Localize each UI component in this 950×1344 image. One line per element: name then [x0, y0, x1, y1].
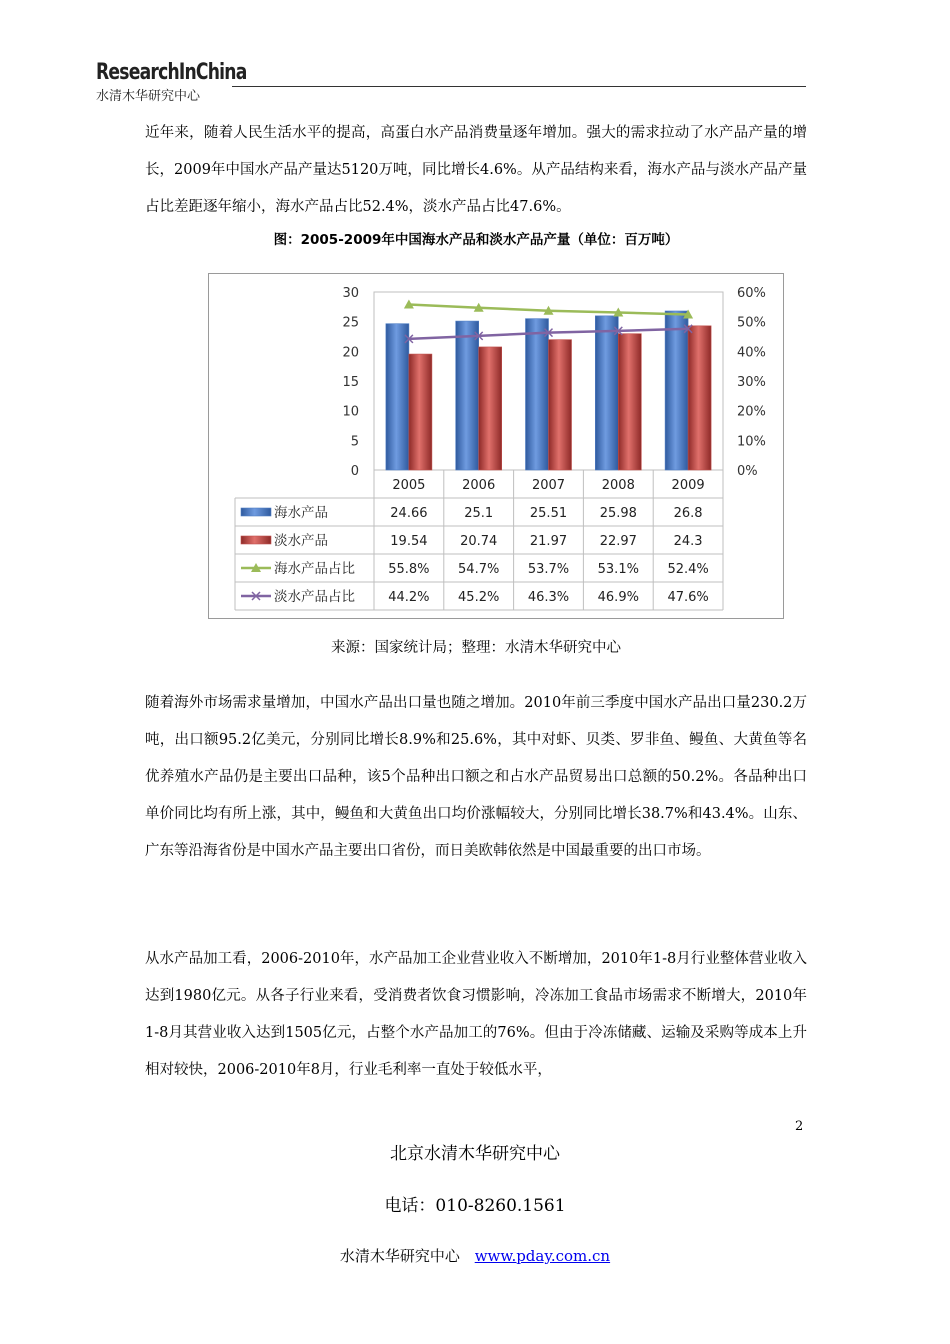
- bar-freshwater: [479, 347, 502, 470]
- bar-marine: [595, 316, 618, 470]
- y2-tick-label: 60%: [737, 286, 766, 301]
- y2-tick-label: 20%: [737, 404, 766, 420]
- data-label: 19.54: [390, 534, 428, 549]
- footer-site: [0, 1245, 950, 1266]
- footer-site-name: 水清木华研究中心: [339, 1247, 460, 1265]
- data-label: 26.8: [673, 506, 703, 521]
- legend-key: [241, 536, 271, 544]
- data-label: 45.2%: [458, 590, 500, 605]
- data-label: 24.66: [390, 506, 428, 521]
- y-tick-label: 10: [342, 404, 359, 420]
- page-number: 2: [795, 1119, 804, 1134]
- series-name: 海水产品: [274, 505, 328, 521]
- bar-freshwater: [409, 354, 432, 470]
- paragraph-1: 近年来，随着人民生活水平的提高，高蛋白水产品消费量逐年增加。强大的需求拉动了水产品产量的增长，2009年中国水产品产量达5120万吨，同比增长4.6%。从产品结构来看，海水产品与淡水产品产量占比差距逐年缩小，海水产品占比52.4%，淡水产品占比47.6%。: [145, 125, 807, 215]
- logo-chinese: 水清木华研究中心: [96, 89, 201, 104]
- category-label: 2006: [462, 478, 496, 493]
- y-tick-label: 30: [342, 286, 359, 301]
- data-label: 25.51: [529, 506, 568, 521]
- data-label: 20.74: [460, 534, 498, 549]
- y2-tick-label: 10%: [737, 434, 766, 450]
- y-tick-label: 0: [350, 464, 359, 479]
- series-name: 淡水产品占比: [274, 589, 355, 605]
- data-label: 25.1: [464, 506, 494, 521]
- production-chart: [209, 274, 783, 618]
- data-label: 47.6%: [667, 590, 709, 605]
- series-name: 海水产品占比: [274, 561, 355, 577]
- y-tick-label: 20: [342, 345, 359, 361]
- chart-caption: 图：2005-2009年中国海水产品和淡水产品产量（单位：百万吨）: [273, 232, 679, 248]
- header-rule: [232, 86, 806, 87]
- footer-org: 北京水清木华研究中心: [390, 1144, 560, 1164]
- bar-freshwater: [688, 326, 711, 470]
- series-name: 淡水产品: [274, 533, 328, 549]
- bar-marine: [665, 311, 688, 470]
- category-label: 2005: [392, 478, 426, 493]
- legend-key: [241, 508, 271, 516]
- bar-freshwater: [618, 334, 641, 470]
- bar-marine: [526, 319, 549, 470]
- paragraph-3: 从水产品加工看，2006-2010年，水产品加工企业营业收入不断增加，2010年1-8月行业整体营业收入达到1980亿元。从各子行业来看，受消费者饮食习惯影响，冷冻加工食品市场需求不断增大，2010年1-8月其营业收入达到1505亿元，占整个水产品加工的76%。但由于冷冻储藏、运输及采购等成本上升相对较快，2006-2010年8月，行业毛利率一直处于较低水平，: [145, 951, 807, 1078]
- data-label: 53.7%: [527, 562, 570, 577]
- data-label: 21.97: [529, 534, 568, 549]
- bar-freshwater: [549, 340, 572, 470]
- y2-tick-label: 0%: [737, 464, 758, 479]
- data-label: 52.4%: [667, 562, 709, 577]
- data-label: 46.3%: [527, 590, 570, 605]
- y-tick-label: 5: [350, 434, 359, 450]
- data-label: 25.98: [599, 506, 637, 521]
- logo: [96, 60, 289, 104]
- bar-marine: [456, 321, 479, 470]
- y2-tick-label: 50%: [737, 315, 766, 331]
- category-label: 2009: [671, 478, 705, 493]
- y-tick-label: 15: [342, 375, 359, 390]
- bar-marine: [386, 324, 409, 470]
- category-label: 2007: [531, 478, 566, 493]
- chart-source: 来源：国家统计局；整理：水清木华研究中心: [331, 640, 621, 656]
- data-label: 44.2%: [388, 590, 430, 605]
- logo-english: ResearchInChina: [96, 60, 247, 85]
- data-label: 24.3: [673, 534, 703, 549]
- paragraph-2: 随着海外市场需求量增加，中国水产品出口量也随之增加。2010年前三季度中国水产品出口量230.2万吨，出口额95.2亿美元，分别同比增长8.9%和25.6%，其中对虾、贝类、罗非鱼、鳗鱼、大黄鱼等名优养殖水产品仍是主要出口品种，该5个品种出口额之和占水产品贸易出口总额的50.2%。各品种出口单价同比均有所上涨，其中，鳗鱼和大黄鱼出口均价涨幅较大，分别同比增长38.7%和43.4%。山东、广东等沿海省份是中国水产品主要出口省份，而日美欧韩依然是中国最重要的出口市场。: [145, 695, 807, 859]
- data-label: 22.97: [599, 534, 637, 549]
- category-label: 2008: [601, 478, 635, 493]
- y2-tick-label: 30%: [737, 375, 766, 390]
- data-label: 55.8%: [388, 562, 430, 577]
- data-label: 46.9%: [597, 590, 639, 605]
- data-label: 53.1%: [597, 562, 639, 577]
- footer-url-link[interactable]: www.pday.com.cn: [474, 1247, 611, 1265]
- y2-tick-label: 40%: [737, 345, 766, 361]
- data-label: 54.7%: [458, 562, 500, 577]
- footer-phone: 电话：010-8260.1561: [384, 1196, 566, 1216]
- y-tick-label: 25: [342, 315, 359, 331]
- chart-container: [208, 273, 784, 619]
